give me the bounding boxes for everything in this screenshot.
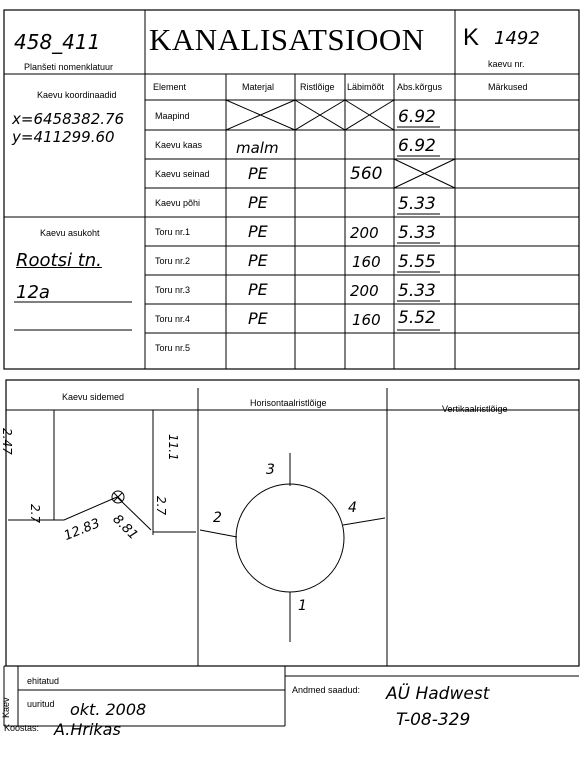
row-height: 6.92 bbox=[398, 107, 436, 127]
row-material: PE bbox=[248, 222, 268, 241]
col-material: Materjal bbox=[242, 82, 275, 92]
row-element: Toru nr.1 bbox=[155, 227, 191, 237]
source-value: AÜ Hadwest bbox=[386, 684, 490, 704]
ties-title: Kaevu sidemed bbox=[62, 392, 125, 402]
surveyed-label: uuritud bbox=[27, 699, 55, 709]
sheet-label: Planšeti nomenklatuur bbox=[24, 62, 114, 72]
author-label: Koostas: bbox=[4, 723, 40, 733]
coordinates-label: Kaevu koordinaadid bbox=[37, 90, 117, 100]
horizontal-title: Horisontaalristlõige bbox=[250, 398, 327, 408]
row-height: 5.33 bbox=[398, 223, 436, 243]
row-height: 5.33 bbox=[398, 194, 436, 214]
source-label: Andmed saadud: bbox=[292, 685, 361, 695]
row-element: Toru nr.4 bbox=[155, 314, 191, 324]
row-element: Maapind bbox=[155, 111, 190, 121]
row-height: 6.92 bbox=[398, 136, 436, 156]
row-material: PE bbox=[248, 251, 268, 270]
row-element: Kaevu põhi bbox=[155, 198, 201, 208]
row-element: Kaevu seinad bbox=[155, 169, 210, 179]
page-title: KANALISATSIOON bbox=[149, 22, 425, 57]
row-material: PE bbox=[248, 280, 268, 299]
built-label: ehitatud bbox=[27, 676, 60, 686]
row-diameter: 560 bbox=[350, 164, 383, 184]
col-element: Element bbox=[153, 82, 187, 92]
distance-a: 12.83 bbox=[62, 516, 103, 544]
col-section: Ristlõige bbox=[300, 82, 335, 92]
location-street: Rootsi tn. bbox=[16, 250, 102, 271]
row-diameter: 200 bbox=[350, 224, 379, 242]
distance-b: 8.81 bbox=[109, 512, 141, 544]
row-element: Toru nr.5 bbox=[155, 343, 191, 353]
author-value: A.Hrikas bbox=[54, 720, 121, 739]
row-height: 5.33 bbox=[398, 281, 436, 301]
tie-left-bottom: 2.7 bbox=[28, 504, 42, 524]
coordinate-y: y=411299.60 bbox=[12, 128, 115, 146]
row-material: PE bbox=[248, 309, 268, 328]
row-diameter: 200 bbox=[350, 282, 379, 300]
row-element: Toru nr.3 bbox=[155, 285, 191, 295]
pipe-3-label: 3 bbox=[266, 462, 275, 478]
row-diameter: 160 bbox=[352, 253, 381, 271]
vertical-title: Vertikaalristlõige bbox=[442, 404, 508, 414]
location-label: Kaevu asukoht bbox=[40, 228, 100, 238]
tie-right-top: 11.1 bbox=[166, 434, 180, 461]
well-number-label: kaevu nr. bbox=[488, 59, 525, 69]
pipe-1-label: 1 bbox=[298, 598, 307, 614]
row-height: 5.55 bbox=[398, 252, 436, 272]
col-diameter: Läbimõõt bbox=[347, 82, 385, 92]
col-remarks: Märkused bbox=[488, 82, 528, 92]
surveyed-value: okt. 2008 bbox=[70, 700, 147, 719]
row-height: 5.52 bbox=[398, 308, 436, 328]
col-height: Abs.kõrgus bbox=[397, 82, 443, 92]
location-house: 12a bbox=[16, 282, 50, 303]
pipe-4-label: 4 bbox=[348, 500, 357, 516]
tie-left-top: 2.47 bbox=[0, 428, 14, 455]
sheet-number: 458_411 bbox=[14, 30, 101, 54]
row-element: Kaevu kaas bbox=[155, 140, 203, 150]
row-material: PE bbox=[248, 164, 268, 183]
tie-right-bottom: 2.7 bbox=[154, 496, 168, 516]
coordinate-x: x=6458382.76 bbox=[12, 110, 125, 128]
row-material: PE bbox=[248, 193, 268, 212]
row-diameter: 160 bbox=[352, 311, 381, 329]
well-letter: K bbox=[463, 24, 480, 51]
well-number: 1492 bbox=[494, 28, 540, 49]
kaev-label: Kaev bbox=[1, 697, 11, 718]
pipe-2-label: 2 bbox=[213, 510, 222, 526]
source-ref: T-08-329 bbox=[396, 710, 471, 730]
row-material: malm bbox=[236, 139, 279, 157]
row-element: Toru nr.2 bbox=[155, 256, 191, 266]
